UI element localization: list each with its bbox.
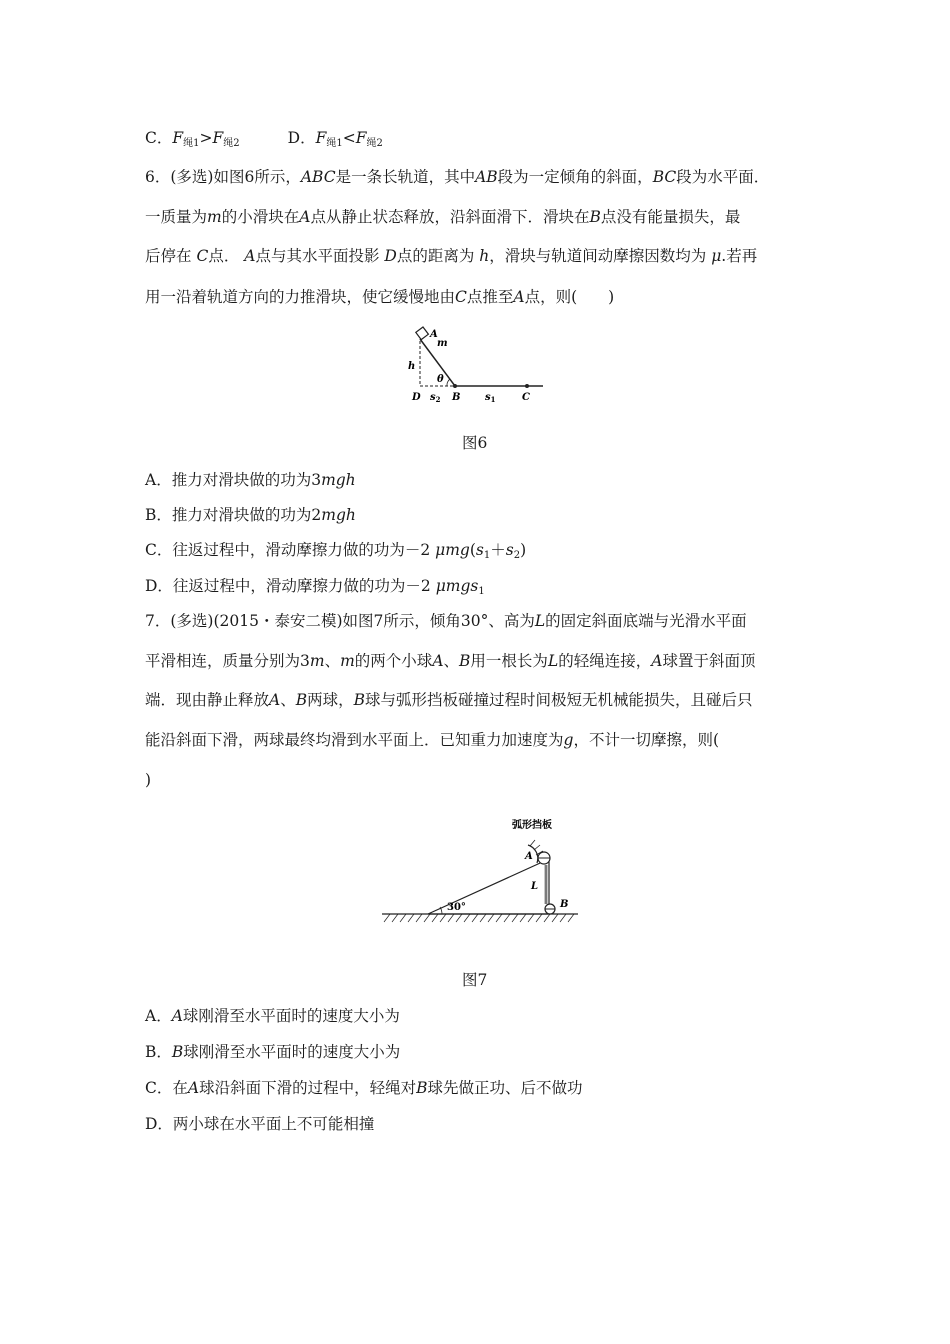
figure-7-caption: 图7 [462, 971, 488, 989]
q5-options-line: C．$F_{绳1}>F_{绳2}$ D．$F_{绳1}<F_{绳2}$ [145, 129, 383, 149]
label-baffle: 弧形挡板 [512, 820, 552, 831]
q7-stem-line-5: ) [145, 771, 152, 789]
figure-6-caption: 图6 [462, 434, 488, 452]
q7-stem-line-2: 平滑相连，质量分别为3m、m的两个小球A、B用一根长为L的轻绳连接，A球置于斜面顶 [145, 652, 756, 670]
q7-stem-line-1: 7．(多选)(2015・泰安二模)如图7所示，倾角30°、高为L的固定斜面底端与光滑水平面 [145, 612, 747, 630]
q6-option-b: B．推力对滑块做的功为2mgh [145, 506, 356, 524]
q6-stem-line-4: 用一沿着轨道方向的力推滑块，使它缓慢地由C点推至A点，则( ) [145, 288, 615, 306]
slider-block [416, 327, 429, 340]
label-d: D [412, 392, 421, 403]
figure-6-diagram [395, 325, 555, 405]
ground-hatching [384, 914, 574, 922]
q7-option-d: D．两小球在水平面上不可能相撞 [145, 1115, 375, 1133]
angle-arc [447, 379, 450, 386]
label-theta: θ [437, 374, 444, 385]
q6-option-a: A．推力对滑块做的功为3mgh [145, 471, 356, 489]
label-ball-a: A [525, 851, 533, 862]
q6-option-d: D．往返过程中，滑动摩擦力做的功为－2 μmgs$_1$ [145, 577, 485, 597]
label-s2: $s_2$ [430, 392, 441, 404]
label-s1: $s_1$ [485, 392, 496, 404]
label-a: A [430, 329, 438, 340]
point-c-dot [525, 384, 529, 388]
q6-stem-line-2: 一质量为m的小滑块在A点从静止状态释放，沿斜面滑下．滑块在B点没有能量损失，最 [145, 208, 741, 226]
label-rope-l: L [531, 881, 539, 892]
point-b-dot [453, 384, 457, 388]
figure-7-diagram [380, 815, 580, 930]
label-h: h [408, 361, 416, 372]
label-angle-30: 30° [447, 902, 466, 913]
q7-option-a: A．A球刚滑至水平面时的速度大小为 [145, 1007, 400, 1025]
q7-stem-line-3: 端．现由静止释放A、B两球，B球与弧形挡板碰撞过程时间极短无机械能损失，且碰后只 [145, 691, 753, 709]
q7-option-b: B．B球刚滑至水平面时的速度大小为 [145, 1043, 401, 1061]
label-m: m [437, 338, 448, 349]
q7-stem-line-4: 能沿斜面下滑，两球最终均滑到水平面上．已知重力加速度为g，不计一切摩擦，则( [145, 731, 720, 749]
q7-option-c: C．在A球沿斜面下滑的过程中，轻绳对B球先做正功、后不做功 [145, 1079, 583, 1097]
q6-stem-line-3: 后停在 C点． A点与其水平面投影 D点的距离为 h，滑块与轨道间动摩擦因数均为 μ.若再 [145, 247, 758, 265]
label-c: C [522, 392, 530, 403]
q6-option-c: C．往返过程中，滑动摩擦力做的功为－2 $\mu mg(s_1+s_2)$ [145, 541, 527, 561]
label-ball-b: B [560, 899, 569, 910]
q6-stem-line-1: 6．(多选)如图6所示，ABC是一条长轨道，其中AB段为一定倾角的斜面，BC段为水平面． [145, 168, 770, 186]
label-b: B [452, 392, 461, 403]
